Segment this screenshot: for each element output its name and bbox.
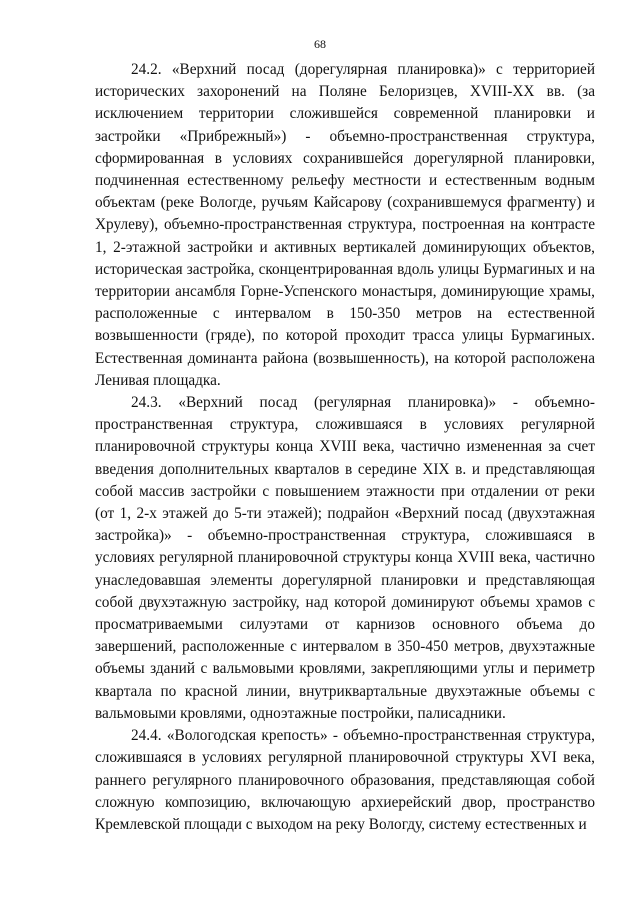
paragraph-24-2: 24.2. «Верхний посад (дорегулярная планировка)» с территорией исторических захоронений на Поляне Белоризцев, XVIII-XX вв. (за исключением территории сложившейся современной планировки и застройки «Прибрежный») - объемно-пространственная структура, сформированная в условиях сохранившейся дорегулярной планировки, подчиненная естественному рельефу местности и естественным водным объектам (реке Вологде, ручьям Кайсарову (сохранившемуся фрагменту) и Хрулеву), объемно-пространственная структура, построенная на контрасте 1, 2-этажной застройки и активных вертикалей доминирующих объектов, историческая застройка, сконцентрированная вдоль улицы Бурмагиных и на территории ансамбля Горне-Успенского монастыря, доминирующие храмы, расположенные с интервалом в 150-350 метров на естественной возвышенности (гряде), по которой проходит трасса улицы Бурмагиных. Естественная доминанта района (возвышенность), на которой расположена Ленивая площадка. xyxy=(95,61,595,389)
paragraph-24-4: 24.4. «Вологодская крепость» - объемно-пространственная структура, сложившаяся в условиях регулярной планировочной структуры XVI века, раннего регулярного планировочного образования, представляющая собой сложную композицию, включающую архиерейский двор, пространство Кремлевской площади с выходом на реку Вологду, систему естественных и xyxy=(95,727,595,833)
document-body xyxy=(95,59,595,836)
paragraph-24-3: 24.3. «Верхний посад (регулярная планировка)» - объемно-пространственная структура, сложившаяся в условиях регулярной планировочной структуры конца XVIII века, частично измененная за счет введения дополнительных кварталов в середине XIX в. и представляющая собой массив застройки с повышением этажности при отдалении от реки (от 1, 2-х этажей до 5-ти этажей); подрайон «Верхний посад (двухэтажная застройка)» - объемно-пространственная структура, сложившаяся в условиях регулярной планировочной структуры конца XVIII века, частично унаследовавшая элементы дорегулярной планировки и представляющая собой двухэтажную застройку, над которой доминируют объемы храмов с просматриваемыми силуэтами от карнизов основного объема до завершений, расположенные с интервалом в 350-450 метров, двухэтажные объемы зданий с вальмовыми кровлями, закрепляющими углы и периметр квартала по красной линии, внутриквартальные двухэтажные объемы с вальмовыми кровлями, одноэтажные постройки, палисадники. xyxy=(95,394,595,722)
page-number: 68 xyxy=(314,37,326,51)
